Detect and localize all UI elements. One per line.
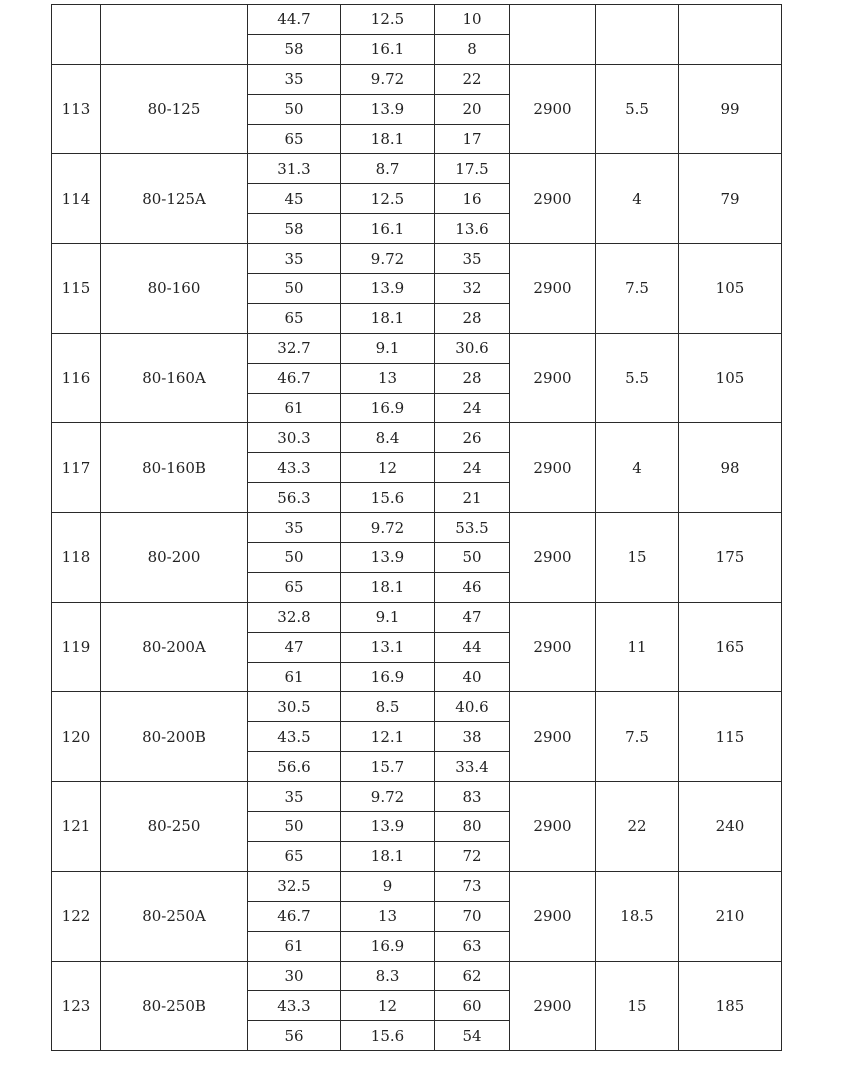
- no-cell: 118: [52, 513, 101, 603]
- flow-rate-cell: 13.9: [341, 274, 435, 304]
- speed-cell: 2900: [510, 782, 596, 872]
- no-cell: 121: [52, 782, 101, 872]
- head-cell: 30.6: [435, 333, 510, 363]
- head-cell: 44: [435, 632, 510, 662]
- speed-cell: 2900: [510, 692, 596, 782]
- flow-cell: 44.7: [248, 5, 341, 35]
- weight-cell: 79: [679, 154, 782, 244]
- no-cell: 120: [52, 692, 101, 782]
- flow-cell: 56.3: [248, 483, 341, 513]
- model-cell: 80-200A: [101, 602, 248, 692]
- no-cell: [52, 5, 101, 65]
- flow-rate-cell: 9.1: [341, 602, 435, 632]
- head-cell: 40: [435, 662, 510, 692]
- flow-rate-cell: 8.5: [341, 692, 435, 722]
- head-cell: 26: [435, 423, 510, 453]
- flow-rate-cell: 18.1: [341, 124, 435, 154]
- flow-rate-cell: 18.1: [341, 572, 435, 602]
- head-cell: 22: [435, 64, 510, 94]
- head-cell: 83: [435, 782, 510, 812]
- model-cell: 80-250: [101, 782, 248, 872]
- table-row: [52, 961, 782, 991]
- flow-rate-cell: 18.1: [341, 303, 435, 333]
- weight-cell: 165: [679, 602, 782, 692]
- flow-cell: 50: [248, 812, 341, 842]
- model-cell: 80-250B: [101, 961, 248, 1051]
- flow-rate-cell: 18.1: [341, 841, 435, 871]
- head-cell: 70: [435, 901, 510, 931]
- power-cell: 15: [596, 513, 679, 603]
- flow-rate-cell: 9.72: [341, 513, 435, 543]
- flow-rate-cell: 12.5: [341, 5, 435, 35]
- weight-cell: 240: [679, 782, 782, 872]
- model-cell: 80-125: [101, 64, 248, 154]
- head-cell: 72: [435, 841, 510, 871]
- weight-cell: 175: [679, 513, 782, 603]
- head-cell: 8: [435, 34, 510, 64]
- flow-rate-cell: 9.72: [341, 244, 435, 274]
- flow-cell: 32.8: [248, 602, 341, 632]
- flow-cell: 56: [248, 1021, 341, 1051]
- flow-cell: 65: [248, 124, 341, 154]
- head-cell: 32: [435, 274, 510, 304]
- model-cell: 80-250A: [101, 871, 248, 961]
- flow-rate-cell: 15.6: [341, 1021, 435, 1051]
- weight-cell: 98: [679, 423, 782, 513]
- no-cell: 113: [52, 64, 101, 154]
- flow-rate-cell: 16.9: [341, 393, 435, 423]
- power-cell: [596, 5, 679, 65]
- head-cell: 24: [435, 453, 510, 483]
- flow-cell: 43.5: [248, 722, 341, 752]
- power-cell: 4: [596, 154, 679, 244]
- flow-rate-cell: 9.1: [341, 333, 435, 363]
- no-cell: 117: [52, 423, 101, 513]
- model-cell: [101, 5, 248, 65]
- model-cell: 80-200B: [101, 692, 248, 782]
- weight-cell: 185: [679, 961, 782, 1051]
- head-cell: 50: [435, 543, 510, 573]
- head-cell: 20: [435, 94, 510, 124]
- flow-rate-cell: 9.72: [341, 782, 435, 812]
- table-row: [52, 154, 782, 184]
- head-cell: 53.5: [435, 513, 510, 543]
- head-cell: 10: [435, 5, 510, 35]
- head-cell: 62: [435, 961, 510, 991]
- head-cell: 28: [435, 303, 510, 333]
- flow-cell: 65: [248, 572, 341, 602]
- table-row: [52, 513, 782, 543]
- flow-rate-cell: 9.72: [341, 64, 435, 94]
- speed-cell: 2900: [510, 513, 596, 603]
- weight-cell: [679, 5, 782, 65]
- flow-rate-cell: 16.1: [341, 214, 435, 244]
- flow-rate-cell: 16.1: [341, 34, 435, 64]
- table-row: [52, 333, 782, 363]
- head-cell: 16: [435, 184, 510, 214]
- flow-rate-cell: 12: [341, 991, 435, 1021]
- model-cell: 80-200: [101, 513, 248, 603]
- flow-cell: 43.3: [248, 991, 341, 1021]
- no-cell: 115: [52, 244, 101, 334]
- flow-cell: 56.6: [248, 752, 341, 782]
- flow-cell: 43.3: [248, 453, 341, 483]
- pump-spec-table: [51, 4, 782, 1051]
- flow-rate-cell: 15.7: [341, 752, 435, 782]
- power-cell: 5.5: [596, 64, 679, 154]
- weight-cell: 210: [679, 871, 782, 961]
- model-cell: 80-160B: [101, 423, 248, 513]
- power-cell: 18.5: [596, 871, 679, 961]
- flow-rate-cell: 13: [341, 363, 435, 393]
- no-cell: 122: [52, 871, 101, 961]
- flow-rate-cell: 16.9: [341, 662, 435, 692]
- flow-cell: 46.7: [248, 363, 341, 393]
- flow-rate-cell: 8.7: [341, 154, 435, 184]
- flow-cell: 30.3: [248, 423, 341, 453]
- no-cell: 116: [52, 333, 101, 423]
- flow-rate-cell: 8.4: [341, 423, 435, 453]
- table-row: [52, 692, 782, 722]
- flow-cell: 32.7: [248, 333, 341, 363]
- head-cell: 33.4: [435, 752, 510, 782]
- speed-cell: 2900: [510, 423, 596, 513]
- head-cell: 80: [435, 812, 510, 842]
- flow-rate-cell: 12.5: [341, 184, 435, 214]
- flow-cell: 35: [248, 782, 341, 812]
- table-row: [52, 423, 782, 453]
- speed-cell: 2900: [510, 602, 596, 692]
- flow-cell: 35: [248, 64, 341, 94]
- no-cell: 123: [52, 961, 101, 1051]
- speed-cell: [510, 5, 596, 65]
- flow-cell: 31.3: [248, 154, 341, 184]
- table-row: [52, 244, 782, 274]
- head-cell: 54: [435, 1021, 510, 1051]
- power-cell: 22: [596, 782, 679, 872]
- flow-cell: 46.7: [248, 901, 341, 931]
- flow-cell: 58: [248, 34, 341, 64]
- flow-cell: 58: [248, 214, 341, 244]
- flow-rate-cell: 12.1: [341, 722, 435, 752]
- head-cell: 73: [435, 871, 510, 901]
- weight-cell: 105: [679, 244, 782, 334]
- flow-rate-cell: 13: [341, 901, 435, 931]
- head-cell: 17: [435, 124, 510, 154]
- weight-cell: 99: [679, 64, 782, 154]
- flow-cell: 65: [248, 841, 341, 871]
- power-cell: 11: [596, 602, 679, 692]
- flow-cell: 35: [248, 513, 341, 543]
- head-cell: 47: [435, 602, 510, 632]
- speed-cell: 2900: [510, 244, 596, 334]
- speed-cell: 2900: [510, 961, 596, 1051]
- flow-rate-cell: 15.6: [341, 483, 435, 513]
- table-body: [52, 5, 782, 1051]
- flow-rate-cell: 13.1: [341, 632, 435, 662]
- flow-rate-cell: 12: [341, 453, 435, 483]
- head-cell: 63: [435, 931, 510, 961]
- head-cell: 21: [435, 483, 510, 513]
- head-cell: 46: [435, 572, 510, 602]
- speed-cell: 2900: [510, 154, 596, 244]
- model-cell: 80-160: [101, 244, 248, 334]
- speed-cell: 2900: [510, 64, 596, 154]
- flow-rate-cell: 13.9: [341, 543, 435, 573]
- head-cell: 17.5: [435, 154, 510, 184]
- flow-rate-cell: 16.9: [341, 931, 435, 961]
- weight-cell: 115: [679, 692, 782, 782]
- flow-cell: 45: [248, 184, 341, 214]
- table-row: [52, 782, 782, 812]
- table-row: [52, 602, 782, 632]
- flow-cell: 50: [248, 274, 341, 304]
- weight-cell: 105: [679, 333, 782, 423]
- table-row: [52, 5, 782, 35]
- flow-cell: 65: [248, 303, 341, 333]
- head-cell: 24: [435, 393, 510, 423]
- flow-cell: 61: [248, 662, 341, 692]
- head-cell: 40.6: [435, 692, 510, 722]
- flow-rate-cell: 13.9: [341, 94, 435, 124]
- table-row: [52, 871, 782, 901]
- table-row: [52, 64, 782, 94]
- flow-cell: 30.5: [248, 692, 341, 722]
- head-cell: 35: [435, 244, 510, 274]
- power-cell: 5.5: [596, 333, 679, 423]
- flow-cell: 50: [248, 94, 341, 124]
- power-cell: 7.5: [596, 244, 679, 334]
- power-cell: 7.5: [596, 692, 679, 782]
- flow-cell: 61: [248, 393, 341, 423]
- no-cell: 114: [52, 154, 101, 244]
- flow-cell: 47: [248, 632, 341, 662]
- speed-cell: 2900: [510, 333, 596, 423]
- head-cell: 13.6: [435, 214, 510, 244]
- flow-rate-cell: 8.3: [341, 961, 435, 991]
- power-cell: 4: [596, 423, 679, 513]
- speed-cell: 2900: [510, 871, 596, 961]
- flow-cell: 50: [248, 543, 341, 573]
- flow-rate-cell: 9: [341, 871, 435, 901]
- flow-rate-cell: 13.9: [341, 812, 435, 842]
- flow-cell: 61: [248, 931, 341, 961]
- head-cell: 28: [435, 363, 510, 393]
- flow-cell: 30: [248, 961, 341, 991]
- flow-cell: 35: [248, 244, 341, 274]
- flow-cell: 32.5: [248, 871, 341, 901]
- power-cell: 15: [596, 961, 679, 1051]
- model-cell: 80-125A: [101, 154, 248, 244]
- head-cell: 38: [435, 722, 510, 752]
- model-cell: 80-160A: [101, 333, 248, 423]
- no-cell: 119: [52, 602, 101, 692]
- head-cell: 60: [435, 991, 510, 1021]
